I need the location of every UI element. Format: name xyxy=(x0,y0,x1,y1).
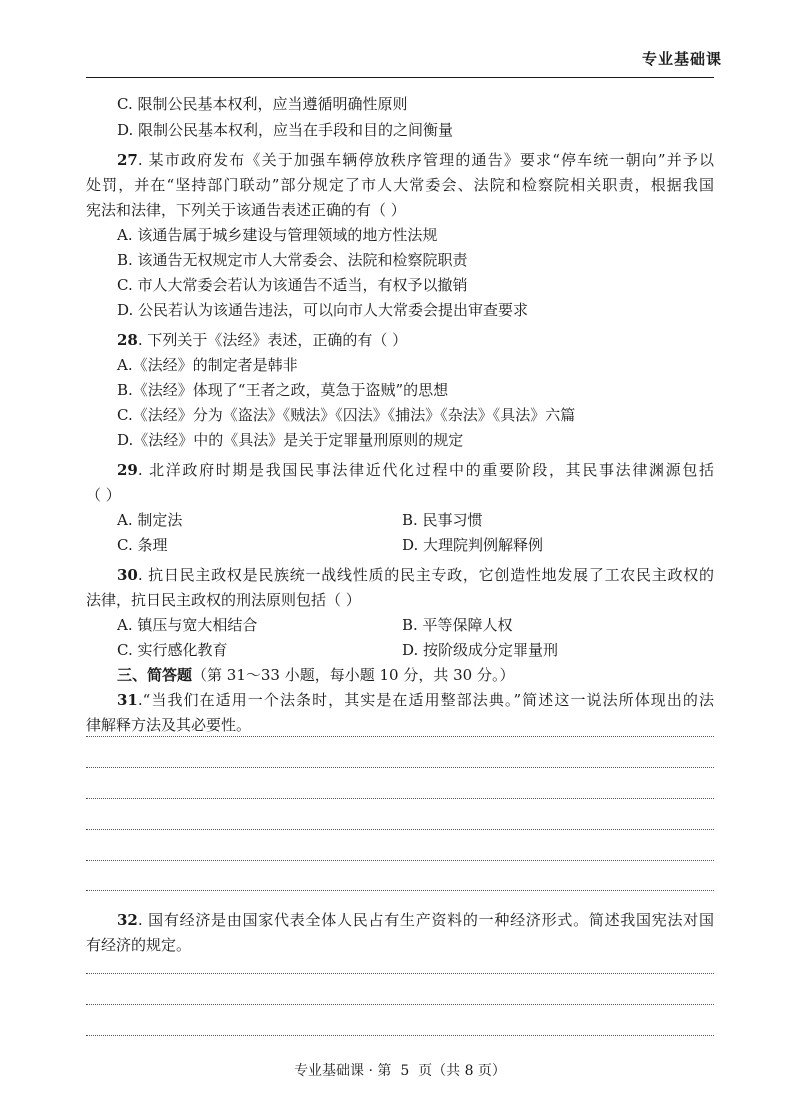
answer-line[interactable] xyxy=(86,1035,714,1036)
answer-line[interactable] xyxy=(86,767,714,768)
q28-option-a: A.《法经》的制定者是韩非 xyxy=(117,356,298,374)
q27-stem-line3: 宪法和法律，下列关于该通告表述正确的有（ ） xyxy=(86,201,406,219)
q27-option-b: B. 该通告无权规定市人大常委会、法院和检察院职责 xyxy=(117,251,468,269)
answer-line[interactable] xyxy=(86,973,714,974)
answer-line[interactable] xyxy=(86,736,714,737)
q26-option-c: C. 限制公民基本权利，应当遵循明确性原则 xyxy=(117,95,408,113)
q29-option-d: D. 大理院判例解释例 xyxy=(402,536,544,554)
q26-option-d: D. 限制公民基本权利，应当在手段和目的之间衡量 xyxy=(117,121,454,139)
q29-stem-line1: 29. 北洋政府时期是我国民事法律近代化过程中的重要阶段，其民事法律渊源包括 xyxy=(117,461,714,479)
q27-option-a: A. 该通告属于城乡建设与管理领域的地方性法规 xyxy=(117,226,438,244)
q30-number: 30 xyxy=(117,566,138,584)
q28-stem: 28. 下列关于《法经》表述，正确的有（ ） xyxy=(117,331,408,349)
q27-stem-line2: 处罚，并在“坚持部门联动”部分规定了市人大常委会、法院和检察院相关职责，根据我国 xyxy=(86,176,714,194)
q30-stem-line2: 法律，抗日民主政权的刑法原则包括（ ） xyxy=(86,591,361,609)
q28-number: 28 xyxy=(117,331,138,349)
answer-line[interactable] xyxy=(86,798,714,799)
q27-option-c: C. 市人大常委会若认为该通告不适当，有权予以撤销 xyxy=(117,276,468,294)
answer-line[interactable] xyxy=(86,890,714,891)
q27-number: 27 xyxy=(117,151,138,169)
page-footer: 专业基础课 · 第 5 页（共 8 页） xyxy=(294,1063,506,1079)
page-header-title: 专业基础课 xyxy=(641,50,722,68)
q32-number: 32 xyxy=(117,911,138,929)
q30-stem-line1: 30. 抗日民主政权是民族统一战线性质的民主专政，它创造性地发展了工农民主政权的 xyxy=(117,566,714,584)
q28-option-b: B.《法经》体现了“王者之政，莫急于盗贼”的思想 xyxy=(117,381,449,399)
q28-option-d: D.《法经》中的《具法》是关于定罪量刑原则的规定 xyxy=(117,431,464,449)
q31-number: 31 xyxy=(117,691,138,709)
q27-stem-line1: 27. 某市政府发布《关于加强车辆停放秩序管理的通告》要求“停车统一朝向”并予以 xyxy=(117,151,714,169)
q28-option-c: C.《法经》分为《盗法》《贼法》《囚法》《捕法》《杂法》《具法》六篇 xyxy=(117,406,576,424)
q32-stem-line1: 32. 国有经济是由国家代表全体人民占有生产资料的一种经济形式。简述我国宪法对国 xyxy=(117,911,714,929)
answer-line[interactable] xyxy=(86,829,714,830)
q31-stem-line2: 律解释方法及其必要性。 xyxy=(86,716,252,734)
q30-option-c: C. 实行感化教育 xyxy=(117,641,228,659)
q31-stem-line1: 31.“当我们在适用一个法条时，其实是在适用整部法典。”简述这一说法所体现出的法 xyxy=(117,691,714,709)
q29-number: 29 xyxy=(117,461,138,479)
section-title: 三、简答题 xyxy=(117,666,193,684)
q29-option-a: A. 制定法 xyxy=(117,511,183,529)
q29-stem-line2: （ ） xyxy=(86,486,121,504)
q27-option-d: D. 公民若认为该通告违法，可以向市人大常委会提出审查要求 xyxy=(117,301,529,319)
answer-line[interactable] xyxy=(86,1004,714,1005)
answer-line[interactable] xyxy=(86,860,714,861)
q30-option-b: B. 平等保障人权 xyxy=(402,616,513,634)
section-heading xyxy=(117,665,514,685)
header-rule xyxy=(86,77,714,78)
q29-option-b: B. 民事习惯 xyxy=(402,511,483,529)
q32-stem-line2: 有经济的规定。 xyxy=(86,936,192,954)
q29-option-c: C. 条理 xyxy=(117,536,168,554)
q30-option-d: D. 按阶级成分定罪量刑 xyxy=(402,641,559,659)
section-note: （第 31～33 小题，每小题 10 分，共 30 分。） xyxy=(192,666,515,684)
q30-option-a: A. 镇压与宽大相结合 xyxy=(117,616,258,634)
